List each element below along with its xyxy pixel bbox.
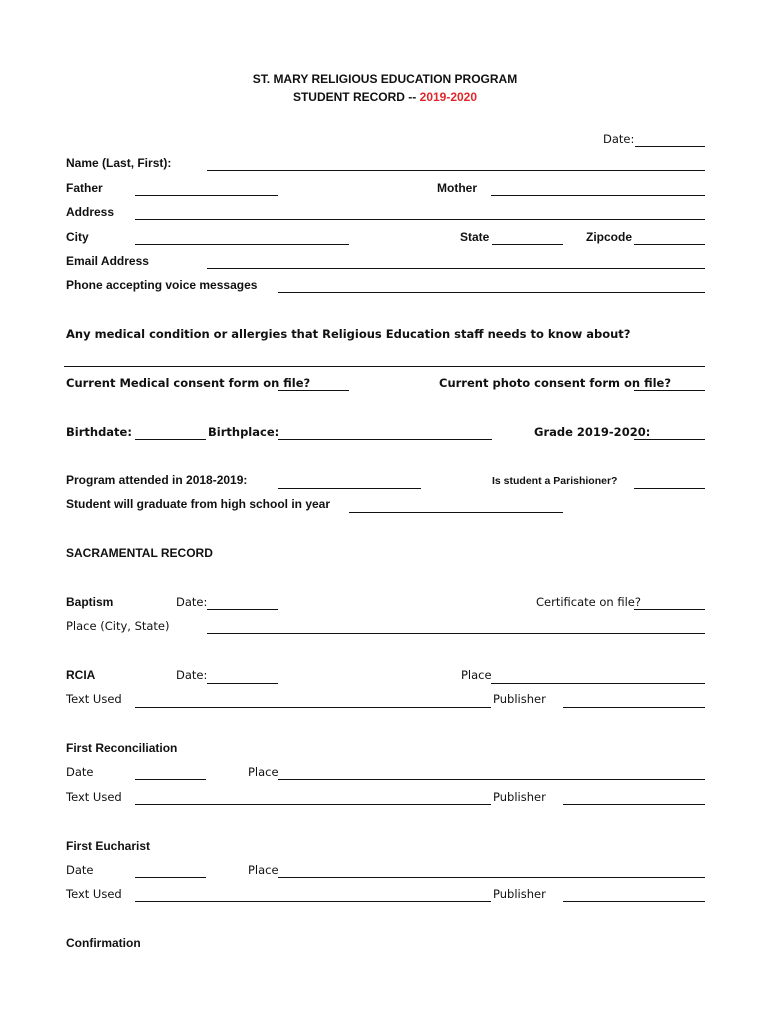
father-field[interactable] <box>135 195 278 196</box>
program-attended-label: Program attended in 2018-2019: <box>66 473 248 487</box>
reconciliation-title: First Reconciliation <box>66 741 178 755</box>
state-field[interactable] <box>492 244 563 245</box>
form-title: ST. MARY RELIGIOUS EDUCATION PROGRAM <box>252 72 518 86</box>
eucharist-date-label: Date <box>66 863 94 877</box>
rcia-publisher-field[interactable] <box>563 707 705 708</box>
zipcode-field[interactable] <box>634 244 705 245</box>
grade-field[interactable] <box>634 439 705 440</box>
photo-consent-label: Current photo consent form on file? <box>439 376 672 390</box>
mother-field[interactable] <box>491 195 705 196</box>
grade-label: Grade 2019-2020: <box>534 425 651 439</box>
city-field[interactable] <box>135 244 349 245</box>
baptism-certificate-label: Certificate on file? <box>536 595 641 609</box>
baptism-place-field[interactable] <box>207 633 705 634</box>
address-label: Address <box>66 205 115 219</box>
baptism-date-field[interactable] <box>207 609 278 610</box>
birthplace-label: Birthplace: <box>208 425 280 439</box>
name-label: Name (Last, First): <box>66 156 172 170</box>
reconciliation-place-field[interactable] <box>278 779 705 780</box>
rcia-title: RCIA <box>66 668 96 682</box>
form-subtitle <box>0 90 770 104</box>
name-field[interactable] <box>207 170 705 171</box>
subtitle-prefix: STUDENT RECORD -- <box>292 90 420 104</box>
eucharist-place-field[interactable] <box>278 877 705 878</box>
birthdate-field[interactable] <box>135 439 206 440</box>
eucharist-publisher-label: Publisher <box>493 887 546 901</box>
zipcode-label: Zipcode <box>586 230 633 244</box>
medical-answer-field[interactable] <box>64 366 705 367</box>
subtitle-year: 2019-2020 <box>419 90 478 104</box>
confirmation-title: Confirmation <box>66 936 141 950</box>
eucharist-place-label: Place <box>248 863 279 877</box>
state-label: State <box>460 230 490 244</box>
parishioner-label: Is student a Parishioner? <box>492 475 618 487</box>
email-field[interactable] <box>207 268 705 269</box>
rcia-text-used-field[interactable] <box>135 707 491 708</box>
mother-label: Mother <box>437 181 477 195</box>
eucharist-title: First Eucharist <box>66 839 151 853</box>
rcia-place-field[interactable] <box>491 683 705 684</box>
rcia-publisher-label: Publisher <box>493 692 546 706</box>
father-label: Father <box>66 181 103 195</box>
baptism-date-label: Date: <box>176 595 208 609</box>
program-attended-field[interactable] <box>278 488 421 489</box>
reconciliation-date-label: Date <box>66 765 94 779</box>
reconciliation-publisher-label: Publisher <box>493 790 546 804</box>
date-field[interactable] <box>635 146 705 147</box>
parishioner-field[interactable] <box>634 488 705 489</box>
reconciliation-date-field[interactable] <box>135 779 206 780</box>
sacramental-heading: SACRAMENTAL RECORD <box>66 546 213 560</box>
reconciliation-place-label: Place <box>248 765 279 779</box>
rcia-place-label: Place <box>461 668 492 682</box>
city-label: City <box>66 230 89 244</box>
rcia-date-field[interactable] <box>207 683 278 684</box>
rcia-date-label: Date: <box>176 668 208 682</box>
graduate-field[interactable] <box>349 512 563 513</box>
address-field[interactable] <box>135 219 705 220</box>
baptism-title: Baptism <box>66 595 114 609</box>
medical-consent-label: Current Medical consent form on file? <box>66 376 311 390</box>
medical-consent-field[interactable] <box>278 390 349 391</box>
email-label: Email Address <box>66 254 149 268</box>
baptism-place-label: Place (City, State) <box>66 619 170 633</box>
birthplace-field[interactable] <box>278 439 492 440</box>
baptism-certificate-field[interactable] <box>634 609 705 610</box>
reconciliation-text-used-label: Text Used <box>66 790 122 804</box>
date-label: Date: <box>603 132 635 146</box>
medical-question-label: Any medical condition or allergies that Religious Education staff needs to know about? <box>66 327 631 341</box>
phone-field[interactable] <box>278 292 705 293</box>
reconciliation-publisher-field[interactable] <box>563 804 705 805</box>
eucharist-text-used-field[interactable] <box>135 901 491 902</box>
birthdate-label: Birthdate: <box>66 425 132 439</box>
photo-consent-field[interactable] <box>634 390 705 391</box>
phone-label: Phone accepting voice messages <box>66 278 258 292</box>
rcia-text-used-label: Text Used <box>66 692 122 706</box>
graduate-label: Student will graduate from high school in year <box>66 497 331 511</box>
eucharist-text-used-label: Text Used <box>66 887 122 901</box>
eucharist-publisher-field[interactable] <box>563 901 705 902</box>
reconciliation-text-used-field[interactable] <box>135 804 491 805</box>
eucharist-date-field[interactable] <box>135 877 206 878</box>
